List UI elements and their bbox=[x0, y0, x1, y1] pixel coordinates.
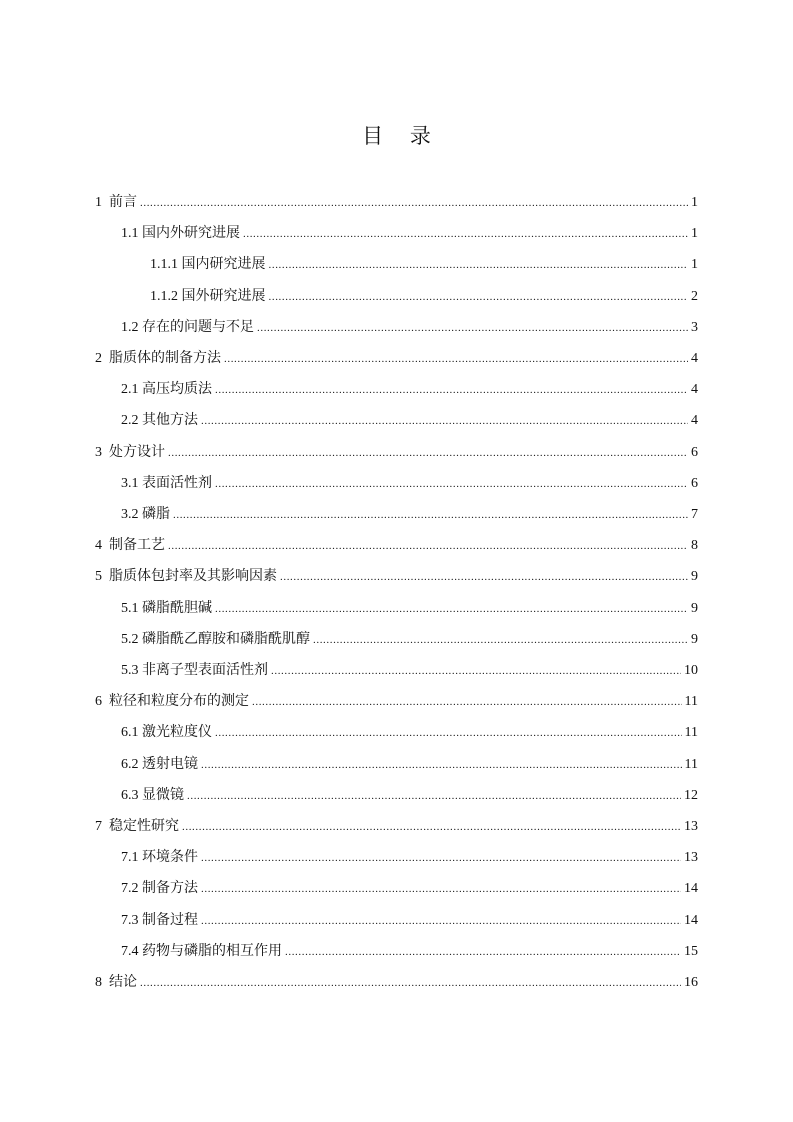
toc-leader-dots bbox=[269, 285, 689, 309]
toc-leader-dots bbox=[201, 877, 681, 901]
toc-page-number: 1 bbox=[691, 226, 698, 242]
toc-page-number: 14 bbox=[684, 912, 698, 928]
toc-leader-dots bbox=[173, 503, 688, 527]
toc-leader-dots bbox=[280, 565, 688, 589]
toc-leader-dots bbox=[187, 784, 681, 808]
toc-entry-label: 磷脂酰乙醇胺和磷脂酰肌醇 bbox=[142, 630, 310, 647]
toc-entry[interactable] bbox=[121, 658, 698, 682]
toc-entry-number: 1.1.1 bbox=[150, 257, 182, 273]
toc-entry-label: 透射电镜 bbox=[142, 755, 198, 772]
toc-entry-number: 1.1.2 bbox=[150, 288, 182, 304]
toc-entry-label: 其他方法 bbox=[142, 412, 198, 429]
toc-entry-label: 国内外研究进展 bbox=[142, 225, 240, 242]
toc-entry-label: 处方设计 bbox=[109, 443, 165, 460]
toc-entry-number: 1.1 bbox=[121, 226, 142, 242]
toc-entry-number: 6.3 bbox=[121, 787, 142, 803]
toc-entry-label: 结论 bbox=[109, 974, 137, 990]
toc-leader-dots bbox=[271, 659, 681, 683]
toc-leader-dots bbox=[201, 753, 682, 777]
toc-entry[interactable] bbox=[95, 689, 698, 713]
toc-page-number: 9 bbox=[691, 569, 698, 585]
toc-entry-number: 5.3 bbox=[121, 663, 142, 678]
toc-entry-label: 磷脂酰胆碱 bbox=[142, 599, 212, 616]
toc-entry[interactable] bbox=[121, 377, 698, 401]
toc-entry-number: 5 bbox=[95, 569, 109, 585]
toc-entry-label: 存在的问题与不足 bbox=[142, 318, 254, 335]
toc-entry[interactable] bbox=[150, 284, 698, 308]
toc-entry[interactable] bbox=[121, 939, 698, 963]
toc-page-number: 1 bbox=[691, 257, 698, 273]
toc-page-number: 6 bbox=[691, 475, 698, 491]
toc-entry-number: 7.2 bbox=[121, 881, 142, 897]
toc-entry[interactable] bbox=[95, 533, 698, 557]
toc-entry-label: 药物与磷脂的相互作用 bbox=[142, 942, 282, 959]
toc-page-number: 7 bbox=[691, 507, 698, 522]
toc-page-number: 9 bbox=[691, 600, 698, 616]
toc-page-number: 13 bbox=[684, 819, 698, 834]
toc-entry[interactable] bbox=[121, 221, 698, 245]
toc-entry[interactable] bbox=[121, 908, 698, 932]
toc-page-number: 6 bbox=[691, 444, 698, 460]
toc-leader-dots bbox=[215, 378, 688, 402]
toc-entry-number: 1.2 bbox=[121, 319, 142, 335]
toc-leader-dots bbox=[257, 316, 688, 340]
toc-entry[interactable] bbox=[95, 814, 698, 838]
toc-leader-dots bbox=[269, 253, 689, 277]
toc-page-number: 3 bbox=[691, 319, 698, 335]
toc-entry-label: 非离子型表面活性剂 bbox=[142, 662, 268, 678]
toc-entry-number: 7 bbox=[95, 819, 109, 834]
toc-page-number: 11 bbox=[684, 725, 698, 741]
toc-entry-label: 国外研究进展 bbox=[181, 287, 266, 304]
toc-entry-label: 制备方法 bbox=[142, 880, 198, 897]
toc-entry[interactable] bbox=[121, 783, 698, 807]
toc-leader-dots bbox=[252, 690, 682, 714]
toc-entry[interactable] bbox=[95, 346, 698, 370]
toc-entry[interactable] bbox=[121, 720, 698, 744]
toc-page-number: 13 bbox=[684, 850, 698, 866]
toc-entry[interactable] bbox=[121, 471, 698, 495]
toc-leader-dots bbox=[168, 534, 688, 558]
toc-page-number: 4 bbox=[691, 413, 698, 429]
toc-leader-dots bbox=[285, 940, 681, 964]
toc-entry[interactable] bbox=[121, 876, 698, 900]
toc-entry-number: 5.1 bbox=[121, 600, 142, 616]
toc-page-number: 4 bbox=[691, 382, 698, 398]
toc-entry[interactable] bbox=[121, 596, 698, 620]
toc-leader-dots bbox=[224, 347, 688, 371]
toc-leader-dots bbox=[140, 191, 688, 215]
toc-entry[interactable] bbox=[121, 502, 698, 526]
toc-entry[interactable] bbox=[95, 190, 698, 214]
toc-leader-dots bbox=[313, 628, 688, 652]
toc-page-number: 11 bbox=[684, 694, 698, 710]
toc-entry-label: 显微镜 bbox=[142, 786, 184, 803]
toc-page-number: 8 bbox=[691, 538, 698, 554]
toc-entry-number: 2.1 bbox=[121, 382, 142, 398]
toc-leader-dots bbox=[182, 815, 681, 839]
page-title: 目 录 bbox=[362, 124, 431, 148]
toc-entry-number: 6 bbox=[95, 694, 109, 710]
toc-entry-label: 脂质体的制备方法 bbox=[109, 350, 221, 366]
toc-leader-dots bbox=[201, 846, 681, 870]
toc-entry-label: 国内研究进展 bbox=[181, 256, 266, 273]
toc-entry[interactable] bbox=[95, 440, 698, 464]
toc-entry-label: 磷脂 bbox=[142, 506, 170, 522]
toc-entry-label: 激光粒度仪 bbox=[142, 724, 212, 741]
toc-entry-number: 2 bbox=[95, 351, 109, 366]
toc-entry-number: 3 bbox=[95, 444, 109, 460]
toc-entry[interactable] bbox=[121, 408, 698, 432]
toc-page-number: 1 bbox=[691, 195, 698, 210]
toc-entry-number: 7.4 bbox=[121, 943, 142, 959]
toc-page-number: 16 bbox=[684, 975, 698, 990]
toc-page-number: 15 bbox=[684, 943, 698, 959]
toc-entry[interactable] bbox=[121, 752, 698, 776]
toc-leader-dots bbox=[215, 472, 688, 496]
toc-entry-number: 3.2 bbox=[121, 507, 142, 522]
toc-page-number: 14 bbox=[684, 881, 698, 897]
toc-entry-number: 6.1 bbox=[121, 725, 142, 741]
toc-entry-number: 2.2 bbox=[121, 413, 142, 429]
toc-leader-dots bbox=[140, 971, 681, 995]
toc-entry-number: 1 bbox=[95, 195, 109, 210]
toc-entry[interactable] bbox=[95, 970, 698, 994]
toc-page-number: 10 bbox=[684, 663, 698, 678]
toc-page-number: 2 bbox=[691, 288, 698, 304]
toc-entry[interactable] bbox=[95, 564, 698, 588]
toc-page-number: 9 bbox=[691, 631, 698, 647]
toc-leader-dots bbox=[201, 409, 688, 433]
toc-entry-label: 前言 bbox=[109, 194, 137, 210]
toc-leader-dots bbox=[215, 597, 688, 621]
toc-entry[interactable] bbox=[121, 315, 698, 339]
toc-entry-label: 粒径和粒度分布的测定 bbox=[109, 693, 249, 710]
toc-entry[interactable] bbox=[150, 252, 698, 276]
toc-page-number: 4 bbox=[691, 351, 698, 366]
toc-leader-dots bbox=[215, 721, 682, 745]
toc-entry-number: 6.2 bbox=[121, 756, 142, 772]
toc-leader-dots bbox=[201, 909, 681, 933]
toc-entry-label: 环境条件 bbox=[142, 849, 198, 866]
toc-entry-label: 脂质体包封率及其影响因素 bbox=[109, 568, 277, 585]
toc-entry-number: 3.1 bbox=[121, 475, 142, 491]
toc-entry-label: 稳定性研究 bbox=[109, 818, 179, 834]
toc-entry-label: 制备工艺 bbox=[109, 537, 165, 554]
toc-leader-dots bbox=[243, 222, 688, 246]
toc-page-number: 11 bbox=[684, 756, 698, 772]
toc-entry-number: 7.3 bbox=[121, 912, 142, 928]
toc-entry-label: 表面活性剂 bbox=[142, 474, 212, 491]
toc-entry-number: 4 bbox=[95, 538, 109, 554]
toc-entry-number: 7.1 bbox=[121, 850, 142, 866]
toc-entry[interactable] bbox=[121, 845, 698, 869]
toc-leader-dots bbox=[168, 441, 688, 465]
toc-page-number: 12 bbox=[684, 787, 698, 803]
toc-entry-label: 制备过程 bbox=[142, 911, 198, 928]
toc-entry-number: 8 bbox=[95, 975, 109, 990]
toc-entry-number: 5.2 bbox=[121, 631, 142, 647]
toc-entry-label: 高压均质法 bbox=[142, 381, 212, 398]
toc-entry[interactable] bbox=[121, 627, 698, 651]
